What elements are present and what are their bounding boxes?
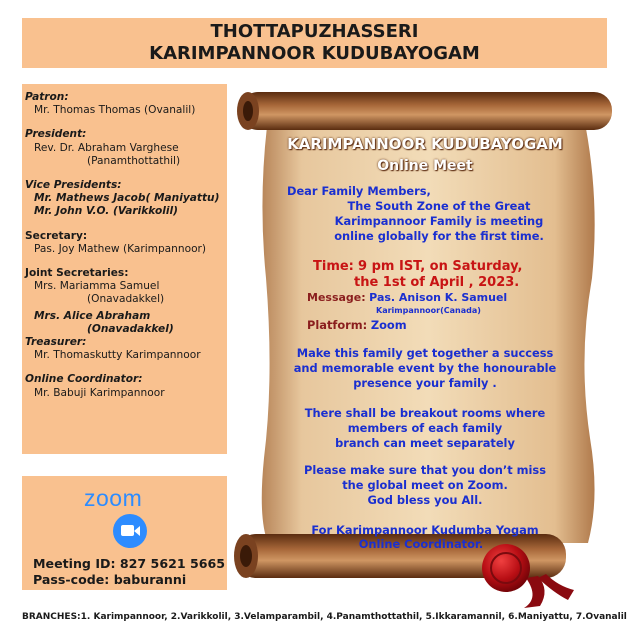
para2-line-3: branch can meet separately — [335, 436, 515, 450]
para1-line-3: presence your family . — [353, 376, 497, 390]
platform-label: Platform: — [307, 318, 368, 332]
vice-president-name-1: Mr. Mathews Jacob( Maniyattu) — [34, 192, 220, 205]
president-name: Rev. Dr. Abraham Varghese — [34, 141, 179, 154]
coordinator-name: Mr. Babuji Karimpannoor — [34, 386, 165, 399]
coordinator-role: Online Coordinator: — [25, 373, 143, 386]
event-header — [22, 18, 607, 68]
message-sub: Karimpannoor(Canada) — [376, 306, 481, 315]
time-row — [313, 259, 522, 274]
vice-president-role: Vice Presidents: — [25, 179, 122, 192]
time-label: Time: — [313, 259, 354, 274]
branches-list: BRANCHES:1. Karimpannoor, 2.Varikkolil, 3.Velamparambil, 4.Panamthottathil, 5.Ikkaramannil, 6.Maniyattu, 7.Ovanalil — [22, 612, 627, 622]
intro-line-1: The South Zone of the Great — [347, 199, 531, 213]
committee-panel — [22, 84, 227, 454]
scroll-title: KARIMPANNOOR KUDUBAYOGAM — [287, 135, 563, 153]
patron-name: Mr. Thomas Thomas (Ovanalil) — [34, 104, 196, 117]
joint-secretary-name-1: Mrs. Mariamma Samuel — [34, 280, 160, 293]
vice-president-name-2: Mr. John V.O. (Varikkolil) — [34, 205, 178, 218]
para3-line-2: the global meet on Zoom. — [342, 478, 508, 492]
meeting-id: Meeting ID: 827 5621 5665 — [33, 556, 226, 571]
joint-secretary-name-2-cont: (Onavadakkel) — [87, 322, 174, 335]
president-name-cont: (Panamthottathil) — [87, 154, 181, 167]
secretary-role: Secretary: — [25, 229, 88, 242]
para1-line-1: Make this family get together a success — [296, 346, 554, 360]
greeting: Dear Family Members, — [287, 184, 431, 198]
joint-secretaries-role: Joint Secretaries: — [25, 267, 129, 280]
joint-secretary-name-2: Mrs. Alice Abraham — [34, 309, 151, 322]
para3-line-1: Please make sure that you don’t miss — [304, 463, 546, 477]
president-role: President: — [25, 128, 87, 141]
platform-value: Zoom — [370, 318, 407, 332]
message-row — [307, 291, 507, 304]
header-line-2: KARIMPANNOOR KUDUBAYOGAM — [149, 43, 480, 64]
signature-line-2: Online Coordinator. — [358, 537, 484, 551]
video-camera-icon — [113, 514, 147, 548]
para2-line-2: members of each family — [347, 421, 503, 435]
passcode: Pass-code: baburanni — [33, 572, 187, 587]
zoom-logo: zoom — [84, 485, 143, 511]
time-value-2: the 1st of April , 2023. — [354, 275, 520, 290]
header-line-1: THOTTAPUZHASSERI — [210, 21, 419, 42]
signature-line-1: For Karimpannoor Kudumba Yogam — [311, 523, 539, 537]
message-label: Message: — [307, 291, 366, 304]
treasurer-role: Treasurer: — [25, 336, 87, 349]
zoom-info-panel — [22, 476, 227, 590]
platform-row — [307, 318, 407, 332]
intro-line-2: Karimpannoor Family is meeting — [334, 214, 544, 228]
joint-secretary-name-1-cont: (Onavadakkel) — [87, 293, 165, 306]
intro-line-3: online globally for the first time. — [334, 229, 544, 243]
secretary-name: Pas. Joy Mathew (Karimpannoor) — [34, 242, 207, 255]
message-value: Pas. Anison K. Samuel — [369, 291, 508, 304]
para3-line-3: God bless you All. — [367, 493, 483, 507]
invitation-text — [228, 78, 622, 608]
patron-role: Patron: — [25, 91, 69, 103]
treasurer-name: Mr. Thomaskutty Karimpannoor — [34, 349, 201, 362]
scroll-subtitle: Online Meet — [377, 158, 473, 174]
time-value-1: 9 pm IST, on Saturday, — [358, 259, 523, 274]
para1-line-2: and memorable event by the honourable — [293, 361, 557, 375]
para2-line-1: There shall be breakout rooms where — [304, 406, 546, 420]
